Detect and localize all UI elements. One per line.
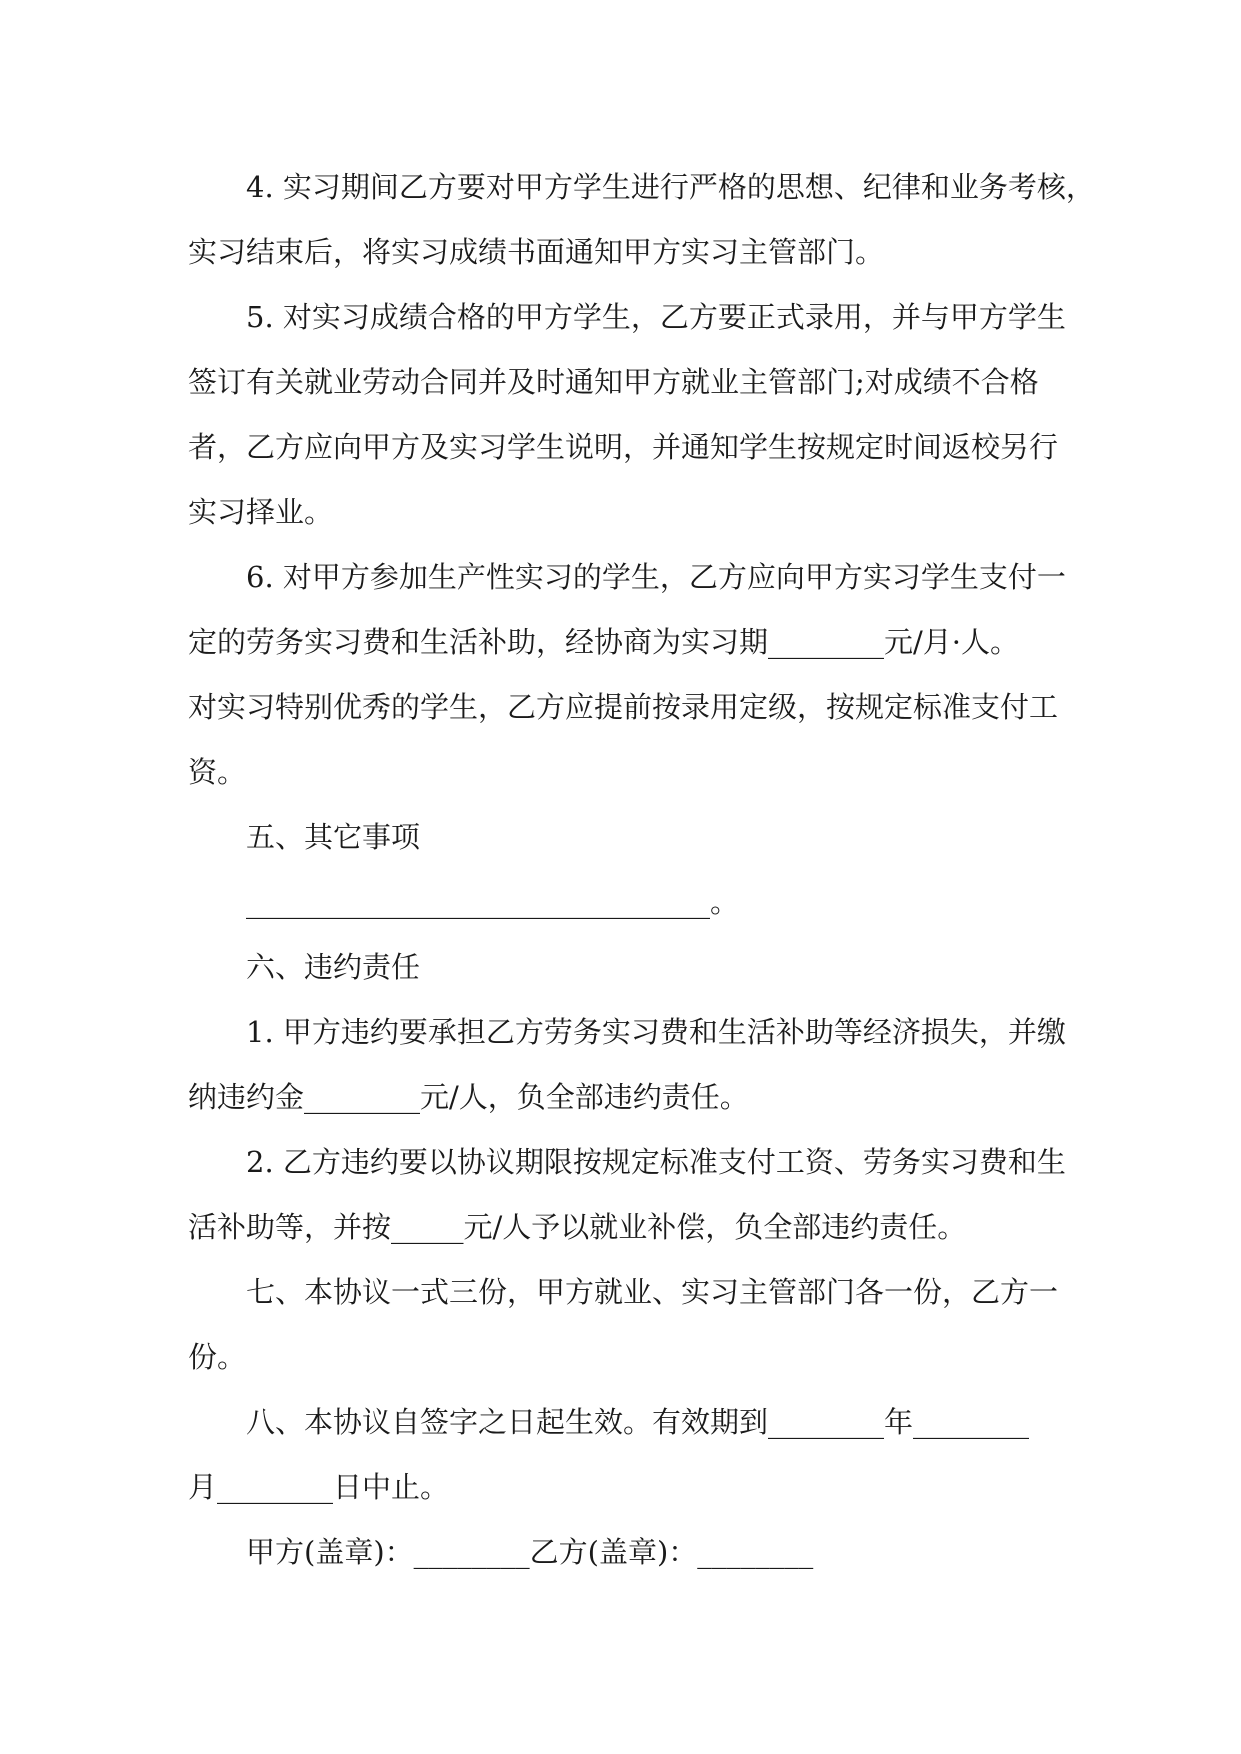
section-5-blank-line: ________________________________。 xyxy=(246,885,740,919)
clause-5-line-1: 5. 对实习成绩合格的甲方学生，乙方要正式录用，并与甲方学生 xyxy=(246,300,1066,334)
section-7-line-1: 七、本协议一式三份，甲方就业、实习主管部门各一份，乙方一 xyxy=(246,1275,1059,1309)
liability-2-line-1: 2. 乙方违约要以协议期限按规定标准支付工资、劳务实习费和生 xyxy=(246,1145,1066,1179)
section-8-line-1: 八、本协议自签字之日起生效。有效期到________年________ xyxy=(246,1405,1030,1439)
clause-5-line-4: 实习择业。 xyxy=(188,495,334,529)
section-5-heading: 五、其它事项 xyxy=(246,820,421,854)
section-7-line-2: 份。 xyxy=(188,1340,247,1374)
clause-6-line-1: 6. 对甲方参加生产性实习的学生，乙方应向甲方实习学生支付一 xyxy=(246,560,1066,594)
signature-line: 甲方(盖章)：________乙方(盖章)：________ xyxy=(246,1535,814,1569)
clause-4-line-1: 4. 实习期间乙方要对甲方学生进行严格的思想、纪律和业务考核， xyxy=(246,170,1095,204)
clause-6-line-3: 对实习特别优秀的学生，乙方应提前按录用定级，按规定标准支付工 xyxy=(188,690,1059,724)
clause-4-line-2: 实习结束后，将实习成绩书面通知甲方实习主管部门。 xyxy=(188,235,885,269)
section-8-line-2: 月________日中止。 xyxy=(188,1470,450,1504)
liability-1-line-1: 1. 甲方违约要承担乙方劳务实习费和生活补助等经济损失，并缴 xyxy=(246,1015,1066,1049)
liability-1-line-2: 纳违约金________元/人，负全部违约责任。 xyxy=(188,1080,749,1114)
clause-6-line-4: 资。 xyxy=(188,755,247,789)
clause-5-line-3: 者，乙方应向甲方及实习学生说明，并通知学生按规定时间返校另行 xyxy=(188,430,1059,464)
document-body xyxy=(188,155,1095,1585)
clause-6-line-2: 定的劳务实习费和生活补助，经协商为实习期________元/月·人。 xyxy=(188,625,1019,659)
section-6-heading: 六、违约责任 xyxy=(246,950,421,984)
clause-5-line-2: 签订有关就业劳动合同并及时通知甲方就业主管部门;对成绩不合格 xyxy=(188,365,1039,399)
liability-2-line-2: 活补助等，并按_____元/人予以就业补偿，负全部违约责任。 xyxy=(188,1210,967,1244)
